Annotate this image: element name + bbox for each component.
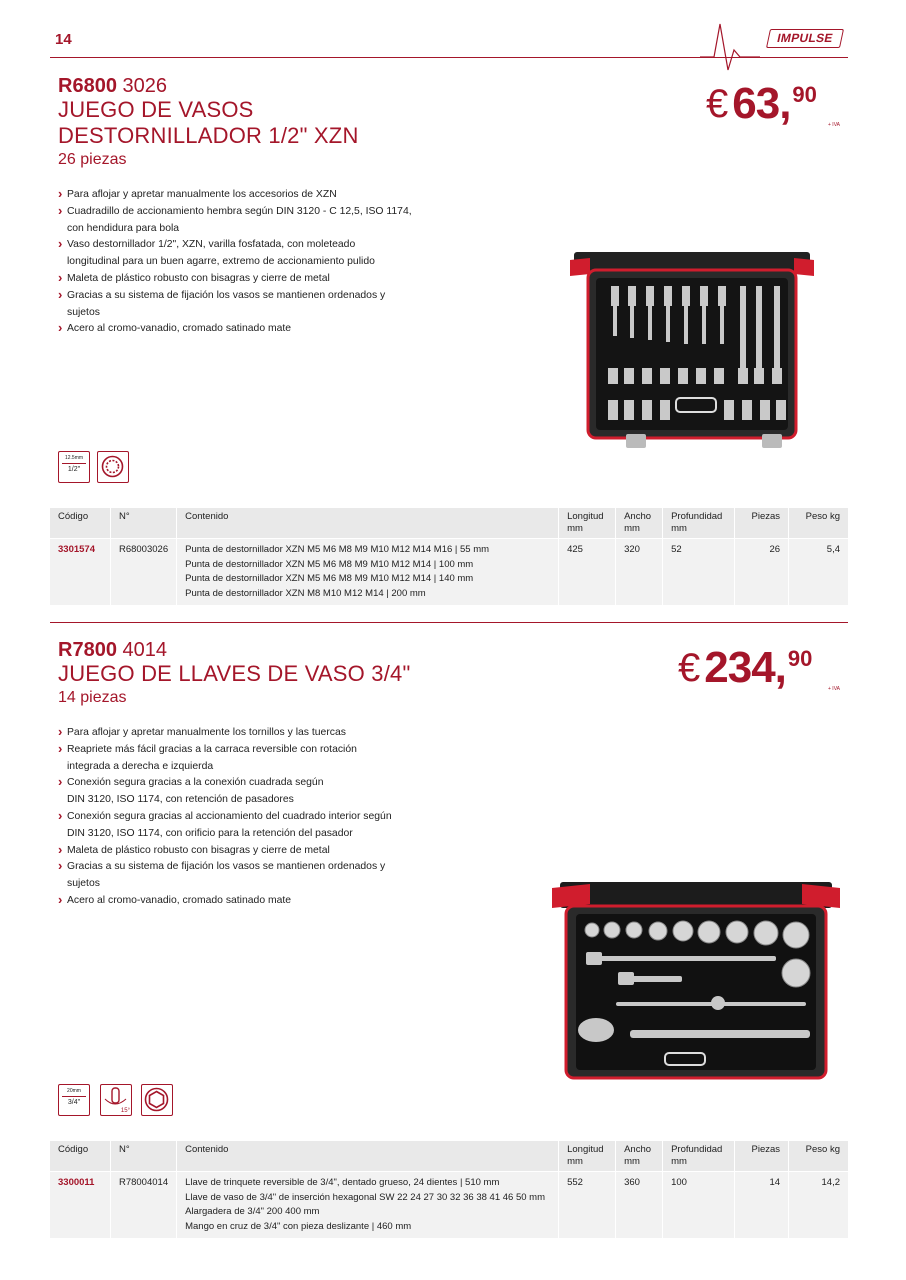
feature-item: › Gracias a su sistema de fijación los vasos se mantienen ordenados y sujetos xyxy=(58,859,418,893)
ratchet-angle-icon xyxy=(100,1084,132,1116)
feature-item: › Maleta de plástico robusto con bisagras y cierre de metal xyxy=(58,271,418,288)
col-ancho: Ancho mm xyxy=(615,508,662,538)
col-peso: Peso kg xyxy=(788,508,848,538)
col-profundidad: Profundidad mm xyxy=(662,1141,734,1171)
product-price: € 234, 90 + IVA xyxy=(678,643,840,692)
drive-fraction-label: 1/2" xyxy=(67,466,81,473)
drive-size-label: 12.5mm xyxy=(64,455,84,461)
product-table xyxy=(50,508,848,605)
product-price: € 63, 90 + IVA xyxy=(706,79,840,128)
product-code: R7800 4014 xyxy=(58,639,167,661)
cell-peso: 5,4 xyxy=(788,538,848,605)
header-rule xyxy=(50,57,848,58)
col-codigo: Código xyxy=(50,508,110,538)
feature-list xyxy=(58,725,418,910)
product-title: JUEGO DE LLAVES DE VASO 3/4" xyxy=(58,661,411,686)
product-title: JUEGO DE VASOS DESTORNILLADOR 1/2" XZN xyxy=(58,97,359,148)
hexagon-profile-icon xyxy=(141,1084,173,1116)
feature-item: › Conexión segura gracias al accionamiento del cuadrado interior según DIN 3120, ISO 1174, con orificio para la retención del pasador xyxy=(58,809,418,843)
feature-item: › Gracias a su sistema de fijación los vasos se mantienen ordenados y sujetos xyxy=(58,288,418,322)
col-longitud: Longitud mm xyxy=(558,1141,615,1171)
heartbeat-line-icon xyxy=(700,20,760,75)
feature-item: › Reapriete más fácil gracias a la carraca reversible con rotación integrada a derecha e izquierda xyxy=(58,742,418,776)
col-contenido: Contenido xyxy=(176,508,558,538)
product-pieces: 14 piezas xyxy=(58,689,127,706)
product-image-socket-case xyxy=(566,248,818,458)
product-table xyxy=(50,1141,848,1238)
cell-piezas: 14 xyxy=(734,1171,788,1238)
section-divider xyxy=(50,622,848,623)
col-longitud: Longitud mm xyxy=(558,508,615,538)
feature-item: › Acero al cromo-vanadio, cromado satinado mate xyxy=(58,321,418,338)
feature-item: › Acero al cromo-vanadio, cromado satinado mate xyxy=(58,893,418,910)
drive-fraction-label: 3/4" xyxy=(67,1099,81,1106)
cell-numero: R68003026 xyxy=(110,538,176,605)
product-image-socket-set xyxy=(550,878,842,1088)
feature-item: › Maleta de plástico robusto con bisagras y cierre de metal xyxy=(58,843,418,860)
drive-size-icon xyxy=(58,451,90,483)
col-numero: N° xyxy=(110,508,176,538)
col-ancho: Ancho mm xyxy=(615,1141,662,1171)
feature-list xyxy=(58,187,418,338)
cell-contenido: Punta de destornillador XZN M5 M6 M8 M9 M10 M12 M14 M16 | 55 mm Punta de destornillador XZN M5 M6 M8 M9 M10 M12 M14 | 100 mm Punta de destornillador XZN M5 M6 M8 M9 M10 M12 M14 | 140 mm Punta de destornillador XZN M8 M10 M12 M14 | 200 mm xyxy=(176,538,558,605)
cell-ancho: 320 xyxy=(615,538,662,605)
table-row xyxy=(50,538,848,605)
cell-codigo: 3301574 xyxy=(50,538,110,605)
table-header-row xyxy=(50,508,848,538)
feature-item: › Para aflojar y apretar manualmente los accesorios de XZN xyxy=(58,187,418,204)
col-profundidad: Profundidad mm xyxy=(662,508,734,538)
brand-logo: IMPULSE xyxy=(766,29,844,48)
drive-size-icon xyxy=(58,1084,90,1116)
col-numero: N° xyxy=(110,1141,176,1171)
product-pieces: 26 piezas xyxy=(58,151,127,168)
cell-piezas: 26 xyxy=(734,538,788,605)
drive-size-label: 20mm xyxy=(67,1088,81,1094)
cell-profundidad: 52 xyxy=(662,538,734,605)
feature-item: › Conexión segura gracias a la conexión cuadrada según DIN 3120, ISO 1174, con retención de pasadores xyxy=(58,775,418,809)
cell-profundidad: 100 xyxy=(662,1171,734,1238)
col-codigo: Código xyxy=(50,1141,110,1171)
col-piezas: Piezas xyxy=(734,1141,788,1171)
feature-item: › Para aflojar y apretar manualmente los tornillos y las tuercas xyxy=(58,725,418,742)
cell-codigo: 3300011 xyxy=(50,1171,110,1238)
page-number: 14 xyxy=(55,31,72,48)
table-row xyxy=(50,1171,848,1238)
feature-item: › Vaso destornillador 1/2", XZN, varilla fosfatada, con moleteado longitudinal para un buen agarre, extremo de accionamiento pulido xyxy=(58,237,418,271)
product-code: R6800 3026 xyxy=(58,75,167,97)
feature-item: › Cuadradillo de accionamiento hembra según DIN 3120 - C 12,5, ISO 1174, con hendidura para bola xyxy=(58,204,418,238)
cell-contenido: Llave de trinquete reversible de 3/4", dentado grueso, 24 dientes | 510 mm Llave de vaso de 3/4" de inserción hexagonal SW 22 24 27 30 32 36 38 41 46 50 mm Alargadera de 3/4" 200 400 mm Mango en cruz de 3/4" con pieza deslizante | 460 mm xyxy=(176,1171,558,1238)
cell-longitud: 552 xyxy=(558,1171,615,1238)
cell-ancho: 360 xyxy=(615,1171,662,1238)
ratchet-angle-label: 15° xyxy=(120,1108,130,1114)
table-header-row xyxy=(50,1141,848,1171)
col-peso: Peso kg xyxy=(788,1141,848,1171)
col-piezas: Piezas xyxy=(734,508,788,538)
xzn-profile-icon xyxy=(97,451,129,483)
col-contenido: Contenido xyxy=(176,1141,558,1171)
cell-longitud: 425 xyxy=(558,538,615,605)
cell-peso: 14,2 xyxy=(788,1171,848,1238)
cell-numero: R78004014 xyxy=(110,1171,176,1238)
